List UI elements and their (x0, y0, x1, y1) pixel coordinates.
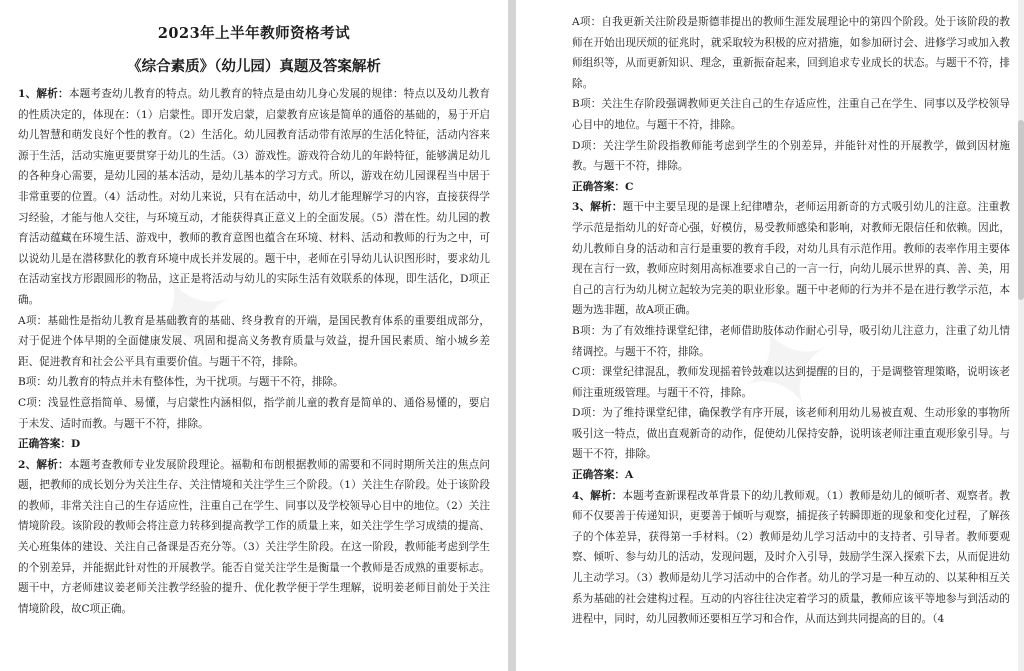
title-line2: 《综合素质》（幼儿园）真题及答案解析 (127, 58, 381, 75)
q2-explanation (18, 455, 490, 620)
q3-explanation (572, 197, 1010, 321)
q2-text: 本题考查教师专业发展阶段理论。福勒和布朗根据教师的需要和不同时期所关注的焦点问题，把教师的成长划分为关注生存、关注情境和关注学生三个阶段。（1）关注生存阶段。处于该阶段的教师，非常关注自己的生存适应性，注重自己在学生、同事以及学校领导心目中的地位。（2）关注情境阶段。该阶段的教师会将注意力转移到提高教学工作的质量上来，如关注学生学习成绩的提高、关心班集体的建设、关注自己备课是否充分等。（3）关注学生阶段。在这一阶段，教师能考虑到学生的个别差异，并能据此针对性的开展教学。能否自觉关注学生是衡量一个教师是否成熟的重要标志。题干中，方老师建议姜老师关注教学经验的提升、优化教学便于学生理解，说明姜老师目前处于关注情境阶段，故C项正确。 (18, 458, 491, 615)
q2-option-a: A项：自我更新关注阶段是斯德菲提出的教师生涯发展理论中的第四个阶段。处于该阶段的教师在开始出现厌烦的征兆时，就采取较为积极的应对措施，如参加研讨会、进修学习或加入教师组织等，从而更新知识、理念，重新振奋起来，回到追求专业成长的状态。与题干不符，排除。 (572, 16, 1010, 90)
title-line1: 2023年上半年教师资格考试 (157, 25, 351, 42)
q3-option-d: D项：为了维持课堂纪律，确保教学有序开展，该老师利用幼儿易被直观、生动形象的事物所吸引这一特点，做出直观新奇的动作，促使幼儿保持安静，说明该老师注重直观形象引导。与题干不符，排除。 (572, 407, 1010, 461)
q4-text: 本题考查新课程改革背景下的幼儿教师观。（1）教师是幼儿的倾听者、观察者。教师不仅要善于传递知识，更要善于倾听与观察，捕捉孩子转瞬即逝的现象和变化过程，了解孩子的个体差异，获得第一手材料。（2）教师是幼儿学习活动中的支持者、引导者。教师要观察、倾听、参与幼儿的活动，发现问题，及时介入引导，鼓励学生深入探索下去，从而促进幼儿主动学习。（3）教师是幼儿学习活动中的合作者。幼儿的学习是一种互动的、以某种相互关系为基础的社会建构过程。互动的内容往往决定着学习的质量，教师应该平等地参与到活动的进程中，同时，幼儿园教师还要相互学习和合作，从而达到共同提高的目的。（4 (572, 489, 1011, 626)
q3-label: 3、解析： (572, 201, 623, 214)
q3-option-c: C项：课堂纪律混乱，教师发现摇着铃鼓难以达到提醒的目的，于是调整管理策略，说明该老师注重班级管理。与题干不符，排除。 (572, 366, 1010, 399)
q1-answer: 正确答案：D (18, 438, 81, 451)
page-divider (508, 0, 516, 671)
right-page (516, 0, 1024, 671)
q2-option-b: B项：关注生存阶段强调教师更关注自己的生存适应性，注重自己在学生、同事以及学校领导心目中的地位。与题干不符，排除。 (572, 98, 1010, 131)
q3-answer: 正确答案：A (572, 469, 634, 482)
q4-explanation (572, 486, 1010, 630)
scrollbar[interactable] (1018, 0, 1024, 671)
q1-option-b: B项：幼儿教育的特点并未有整体性，为干扰项。与题干不符，排除。 (18, 376, 344, 389)
q4-label: 4、解析： (572, 489, 623, 502)
q3-option-b: B项：为了有效维持课堂纪律，老师借助肢体动作耐心引导，吸引幼儿注意力，注重了幼儿情绪调控。与题干不符，排除。 (572, 324, 1010, 358)
q1-explanation (18, 84, 490, 311)
q2-label: 2、解析： (18, 458, 69, 471)
q1-text: 本题考查幼儿教育的特点。幼儿教育的特点是由幼儿身心发展的规律：特点以及幼儿教育的性质决定的，体现在：（1）启蒙性。即开发启蒙，启蒙教育应该是简单的通俗的基础的，易于开启幼儿智慧和萌发良好个性的教育。（2）生活化。幼儿园教育活动带有浓厚的生活化特征，活动内容来源于生活，活动实施更要贯穿于幼儿的生活。（3）游戏性。游戏符合幼儿的年龄特征，能够满足幼儿的各种身心需要，是幼儿园的基本活动，是幼儿基本的学习方式。所以，游戏在幼儿园课程当中居于非常重要的位置。（4）活动性。对幼儿来说，只有在活动中，幼儿才能理解学习的内容，直接获得学习经验，才能与他人交往，与环境互动，才能获得真正意义上的全面发展。（5）潜在性。幼儿园的教育活动蕴藏在环境生活、游戏中，教师的教育意图也蕴含在环境、材料、活动和教师的行为之中，可以说幼儿是在潜移默化的教育环境中成长并发展的。题干中，老师在引导幼儿认识图形时，要求幼儿在活动室找方形跟圆形的物品，这正是将活动与幼儿的实际生活有效联系的体现，即生活化，D项正确。 (18, 88, 491, 306)
scrollbar-thumb[interactable] (1018, 120, 1024, 300)
q2-answer: 正确答案：C (572, 180, 634, 193)
q1-option-c: C项：浅显性意指简单、易懂，与启蒙性内涵相似，指学前儿童的教育是简单的、通俗易懂的，要启于未发、适时而教。与题干不符，排除。 (18, 396, 490, 430)
left-page (0, 0, 508, 671)
q1-label: 1、解析： (18, 88, 69, 100)
q1-option-a: A项：基础性是指幼儿教育是基础教育的基础、终身教育的开端，是国民教育体系的重要组成部分，对于促进个体早期的全面健康发展、巩固和提高义务教育质量与效益，提升国民素质、缩小城乡差距、促进教育和社会公平具有重要价值。与题干不符，排除。 (18, 314, 490, 368)
q3-text: 题干中主要呈现的是课上纪律嘈杂，老师运用新奇的方式吸引幼儿的注意。注重教学示范是指幼儿的好奇心强，好模仿，易受教师感染和影响，对教师无限信任和依赖。因此，幼儿教师自身的活动和言行是重要的教育手段，对幼儿具有示范作用。教师的表率作用主要体现在言行一致，教师应时刻用高标准要求自己的一言一行，向幼儿展示世界的真、善、美，用自己的言行为幼儿树立起较为完美的职业形象。题干中老师的行为并不是在进行教学示范，本题为选非题，故A项正确。 (572, 201, 1010, 317)
q2-option-d: D项：关注学生阶段指教师能考虑到学生的个别差异，并能针对性的开展教学，做到因材施教。与题干不符，排除。 (572, 139, 1010, 173)
